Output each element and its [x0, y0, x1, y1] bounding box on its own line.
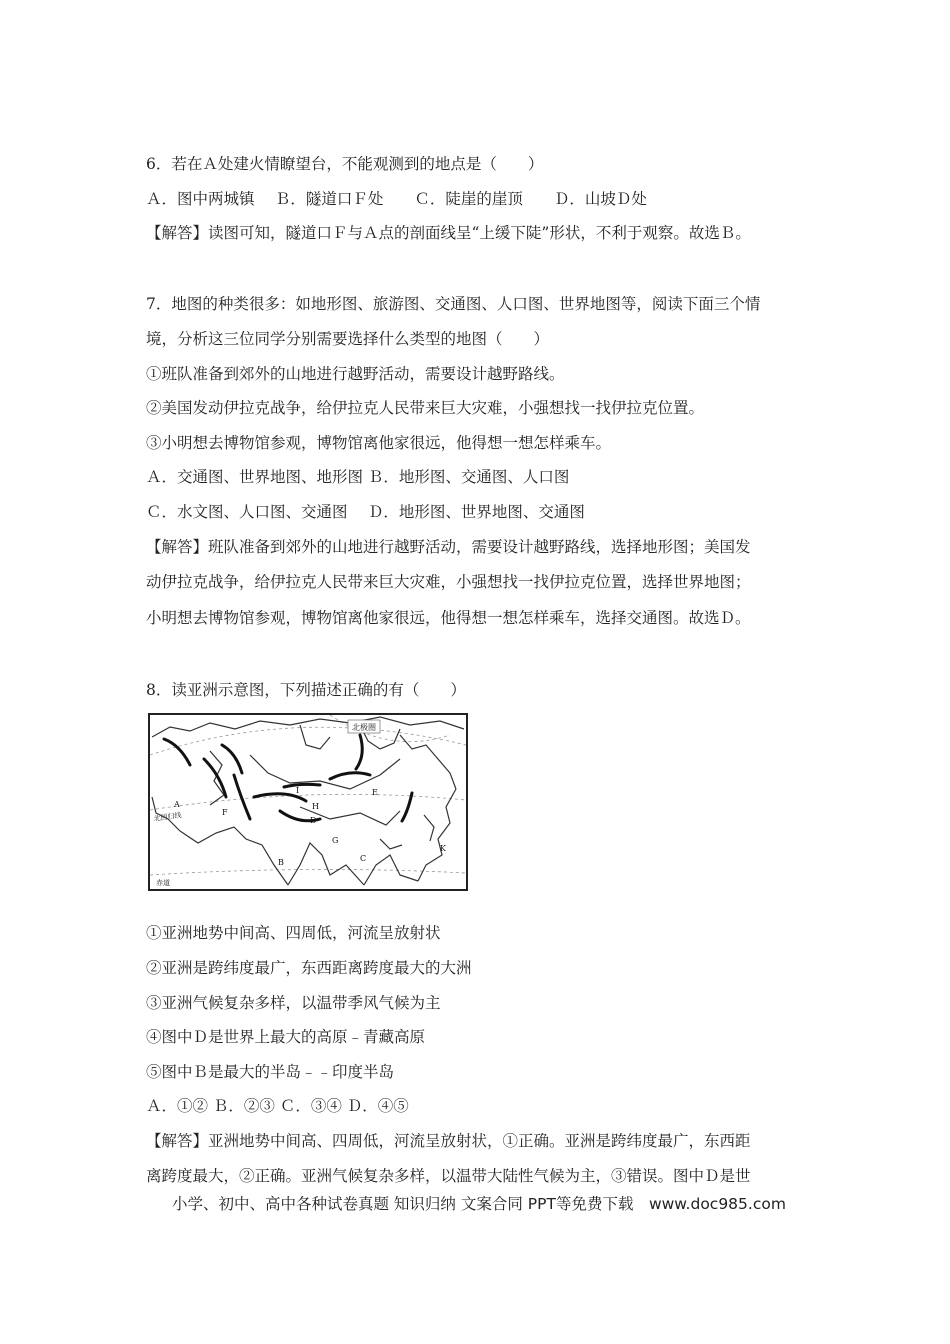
q7-options-line-2: Ｃ．水文图、人口图、交通图 Ｄ．地形图、世界地图、交通图 [146, 503, 585, 521]
q8-item-3: ③亚洲气候复杂多样，以温带季风气候为主 [146, 994, 441, 1012]
q7-item-2: ②美国发动伊拉克战争，给伊拉克人民带来巨大灾难，小强想找一找伊拉克位置。 [146, 399, 705, 417]
footer-download-notice: 小学、初中、高中各种试卷真题 知识归纳 文案合同 PPT等免费下载 www.doc985.com [172, 1195, 786, 1213]
q7-item-1: ①班队准备到郊外的山地进行越野活动，需要设计越野路线。 [146, 365, 565, 383]
map-letter-i: I [296, 786, 300, 795]
q8-item-1: ①亚洲地势中间高、四周低，河流呈放射状 [146, 924, 441, 942]
map-label-tropic: 北回归线 [153, 811, 183, 823]
map-letter-c: C [360, 854, 367, 863]
q8-stem: 8．读亚洲示意图，下列描述正确的有（ ） [146, 681, 466, 699]
asia-map-figure [148, 713, 468, 891]
map-letter-a: A [174, 800, 180, 809]
q8-options: Ａ．①② Ｂ．②③ Ｃ．③④ Ｄ．④⑤ [146, 1097, 409, 1115]
map-letter-h: H [312, 802, 319, 811]
q8-item-4: ④图中Ｄ是世界上最大的高原﹣青藏高原 [146, 1028, 426, 1046]
q7-answer-line-2: 动伊拉克战争，给伊拉克人民带来巨大灾难，小强想找一找伊拉克位置，选择世界地图； [146, 573, 751, 591]
map-letter-g: G [332, 836, 339, 845]
q7-answer-line-1: 【解答】班队准备到郊外的山地进行越野活动，需要设计越野路线，选择地形图；美国发 [146, 538, 751, 556]
q8-item-5: ⑤图中Ｂ是最大的半岛﹣﹣印度半岛 [146, 1063, 395, 1081]
q8-item-2: ②亚洲是跨纬度最广，东西距离跨度最大的大洲 [146, 959, 472, 977]
map-letter-f: F [222, 808, 228, 817]
q7-options-line-1: Ａ．交通图、世界地图、地形图 Ｂ．地形图、交通图、人口图 [146, 468, 570, 486]
map-letter-b: B [278, 858, 284, 867]
map-letter-d: D [310, 816, 317, 825]
q7-answer-line-3: 小明想去博物馆参观，博物馆离他家很远，他得想一想怎样乘车，选择交通图。故选Ｄ。 [146, 609, 751, 627]
q6-options: Ａ．图中两城镇 Ｂ．隧道口Ｆ处 Ｃ．陡崖的崖顶 Ｄ．山坡Ｄ处 [146, 190, 647, 208]
q8-answer-line-2: 离跨度最大，②正确。亚洲气候复杂多样，以温带大陆性气候为主，③错误。图中Ｄ是世 [146, 1167, 751, 1185]
q8-answer-line-1: 【解答】亚洲地势中间高、四周低，河流呈放射状，①正确。亚洲是跨纬度最广，东西距 [146, 1132, 751, 1150]
map-label-arctic-circle: 北极圈 [352, 723, 376, 732]
q7-item-3: ③小明想去博物馆参观，博物馆离他家很远，他得想一想怎样乘车。 [146, 434, 612, 452]
q7-stem-line-1: 7．地图的种类很多：如地形图、旅游图、交通图、人口图、世界地图等，阅读下面三个情 [146, 295, 761, 313]
q6-answer: 【解答】读图可知，隧道口Ｆ与Ａ点的剖面线呈“上缓下陡”形状，不利于观察。故选Ｂ。 [146, 224, 751, 242]
map-letter-k: K [440, 844, 446, 853]
map-label-equator: 赤道 [156, 879, 170, 887]
q7-stem-line-2: 境，分析这三位同学分别需要选择什么类型的地图（ ） [146, 330, 550, 348]
q6-stem: 6．若在Ａ处建火情瞭望台，不能观测到的地点是（ ） [146, 155, 544, 173]
asia-map-svg [150, 715, 466, 889]
map-letter-e: E [372, 788, 378, 797]
